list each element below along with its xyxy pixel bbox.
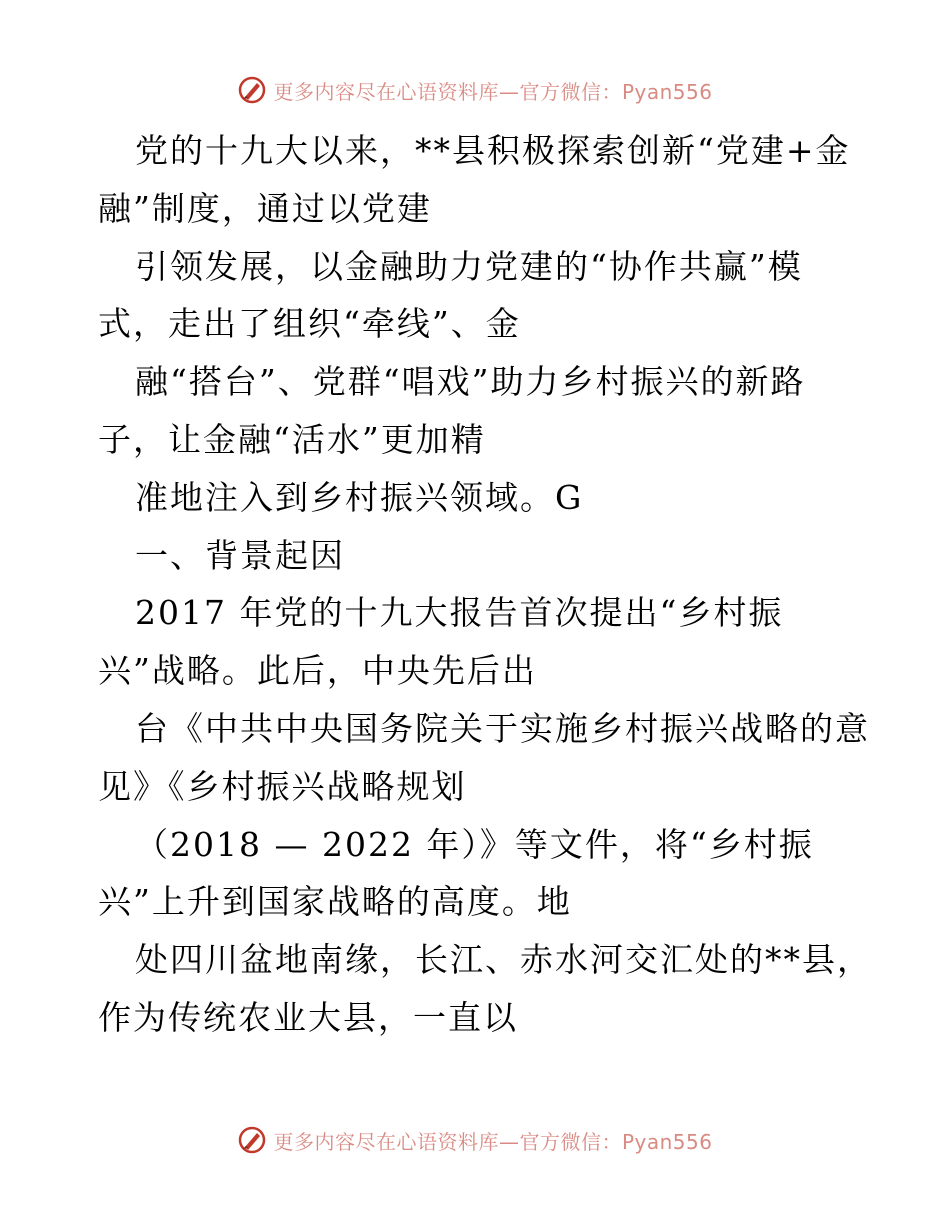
pen-logo-icon: [237, 75, 267, 105]
text-line: 融“搭台”、党群“唱戏”助力乡村振兴的新路: [135, 362, 806, 402]
pen-logo-icon: [237, 1125, 267, 1155]
header-watermark-banner: [0, 70, 950, 110]
watermark-text: 更多内容尽在心语资料库—官方微信：Pyan556: [273, 1129, 713, 1154]
text-line: 兴”战略。此后，中央先后出: [98, 651, 537, 691]
text-line: 见》《乡村振兴战略规划: [98, 766, 467, 806]
text-line: 处四川盆地南缘，长江、赤水河交汇处的**县，: [135, 940, 872, 980]
text-line: 式，走出了组织“牵线”、金: [98, 304, 521, 344]
text-line: 准地注入到乡村振兴领域。G: [135, 477, 584, 517]
text-line: 党的十九大以来，**县积极探索创新“党建+金: [135, 131, 851, 170]
text-line: 台《中共中央国务院关于实施乡村振兴战略的意: [135, 708, 870, 748]
text-line: 子，让金融“活水”更加精: [98, 419, 486, 459]
text-line: （2018 — 2022 年）》等文件，将“乡村振: [135, 824, 814, 864]
document-body: [98, 122, 872, 1047]
text-line: 2017 年党的十九大报告首次提出“乡村振: [135, 593, 784, 633]
text-line: 作为传统农业大县，一直以: [98, 997, 518, 1037]
text-line: 融”制度，通过以党建: [98, 188, 432, 228]
watermark-text: 更多内容尽在心语资料库—官方微信：Pyan556: [273, 79, 713, 104]
text-line: 引领发展，以金融助力党建的“协作共赢”模: [135, 246, 803, 286]
footer-watermark-banner: [0, 1120, 950, 1160]
section-heading: 一、背景起因: [135, 535, 345, 575]
text-line: 兴”上升到国家战略的高度。地: [98, 882, 572, 922]
